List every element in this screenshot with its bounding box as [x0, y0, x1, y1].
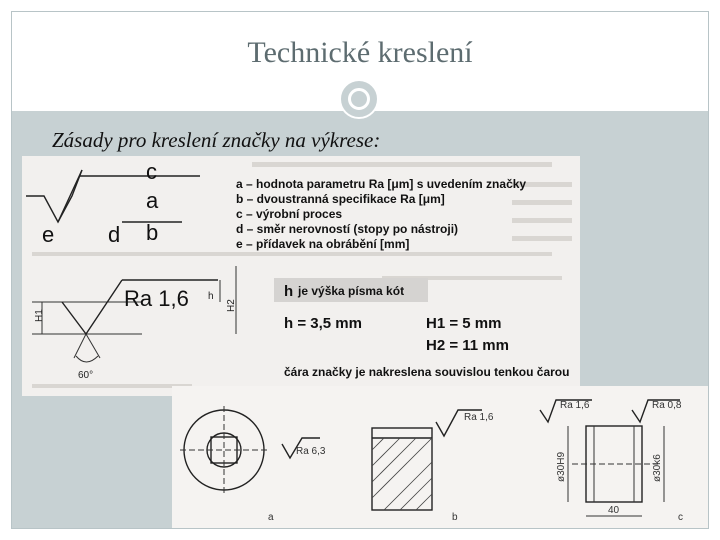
h-letter: h [284, 283, 294, 300]
letter-a: a [146, 188, 159, 213]
angle-label: 60° [78, 370, 94, 381]
legend-e: e – přídavek na obrábění [mm] [236, 237, 410, 251]
roughness-symbol-dimensioned [32, 266, 237, 381]
example-b-ra: Ra 1,6 [464, 412, 494, 423]
line-note: čára značky je nakreslena souvislou tenkou čarou [284, 365, 570, 379]
dimension-info-box [274, 278, 569, 379]
roughness-symbol-upper [26, 159, 200, 247]
letter-d: d [108, 222, 121, 247]
symbol-legend [236, 177, 526, 251]
h1-value: H1 = 5 mm [426, 315, 502, 332]
legend-c: c – výrobní proces [236, 207, 343, 221]
h2-dim-label: H2 [226, 299, 237, 312]
example-b-label: b [452, 512, 458, 523]
h1-dim-label: H1 [34, 309, 45, 322]
legend-b: b – dvoustranná specifikace Ra [μm] [236, 192, 445, 206]
symbol-figure [22, 156, 580, 396]
example-a [180, 406, 326, 523]
example-c-ra2: Ra 0,8 [652, 400, 682, 411]
example-c [540, 400, 683, 523]
example-a-label: a [268, 512, 274, 523]
legend-a: a – hodnota parametru Ra [μm] s uvedením značky [236, 177, 527, 191]
title-divider-ring [339, 79, 379, 119]
letter-e: e [42, 222, 55, 247]
example-b [372, 410, 494, 523]
examples-figure [172, 386, 708, 528]
example-c-label: c [678, 512, 683, 523]
h-dim-label: h [208, 291, 214, 302]
example-c-length: 40 [608, 505, 620, 516]
letter-b: b [146, 220, 159, 245]
legend-d: d – směr nerovností (stopy po nástroji) [236, 222, 459, 236]
example-c-ra1: Ra 1,6 [560, 400, 590, 411]
example-a-ra: Ra 6,3 [296, 446, 326, 457]
scan-symbol-sheet [22, 156, 580, 396]
h2-value: H2 = 11 mm [426, 337, 509, 354]
slide-title: Technické kreslení [247, 36, 473, 69]
slide-heading: Zásady pro kreslení značky na výkrese: [52, 128, 381, 152]
ra-example-text: Ra 1,6 [124, 286, 189, 311]
h-description: je výška písma kót [298, 284, 405, 298]
example-c-d2: ø30k6 [652, 454, 663, 482]
letter-c: c [146, 159, 157, 184]
example-c-d1: ø30H9 [556, 451, 567, 482]
scan-examples-sheet [172, 386, 708, 528]
h-value: h = 3,5 mm [284, 315, 362, 332]
